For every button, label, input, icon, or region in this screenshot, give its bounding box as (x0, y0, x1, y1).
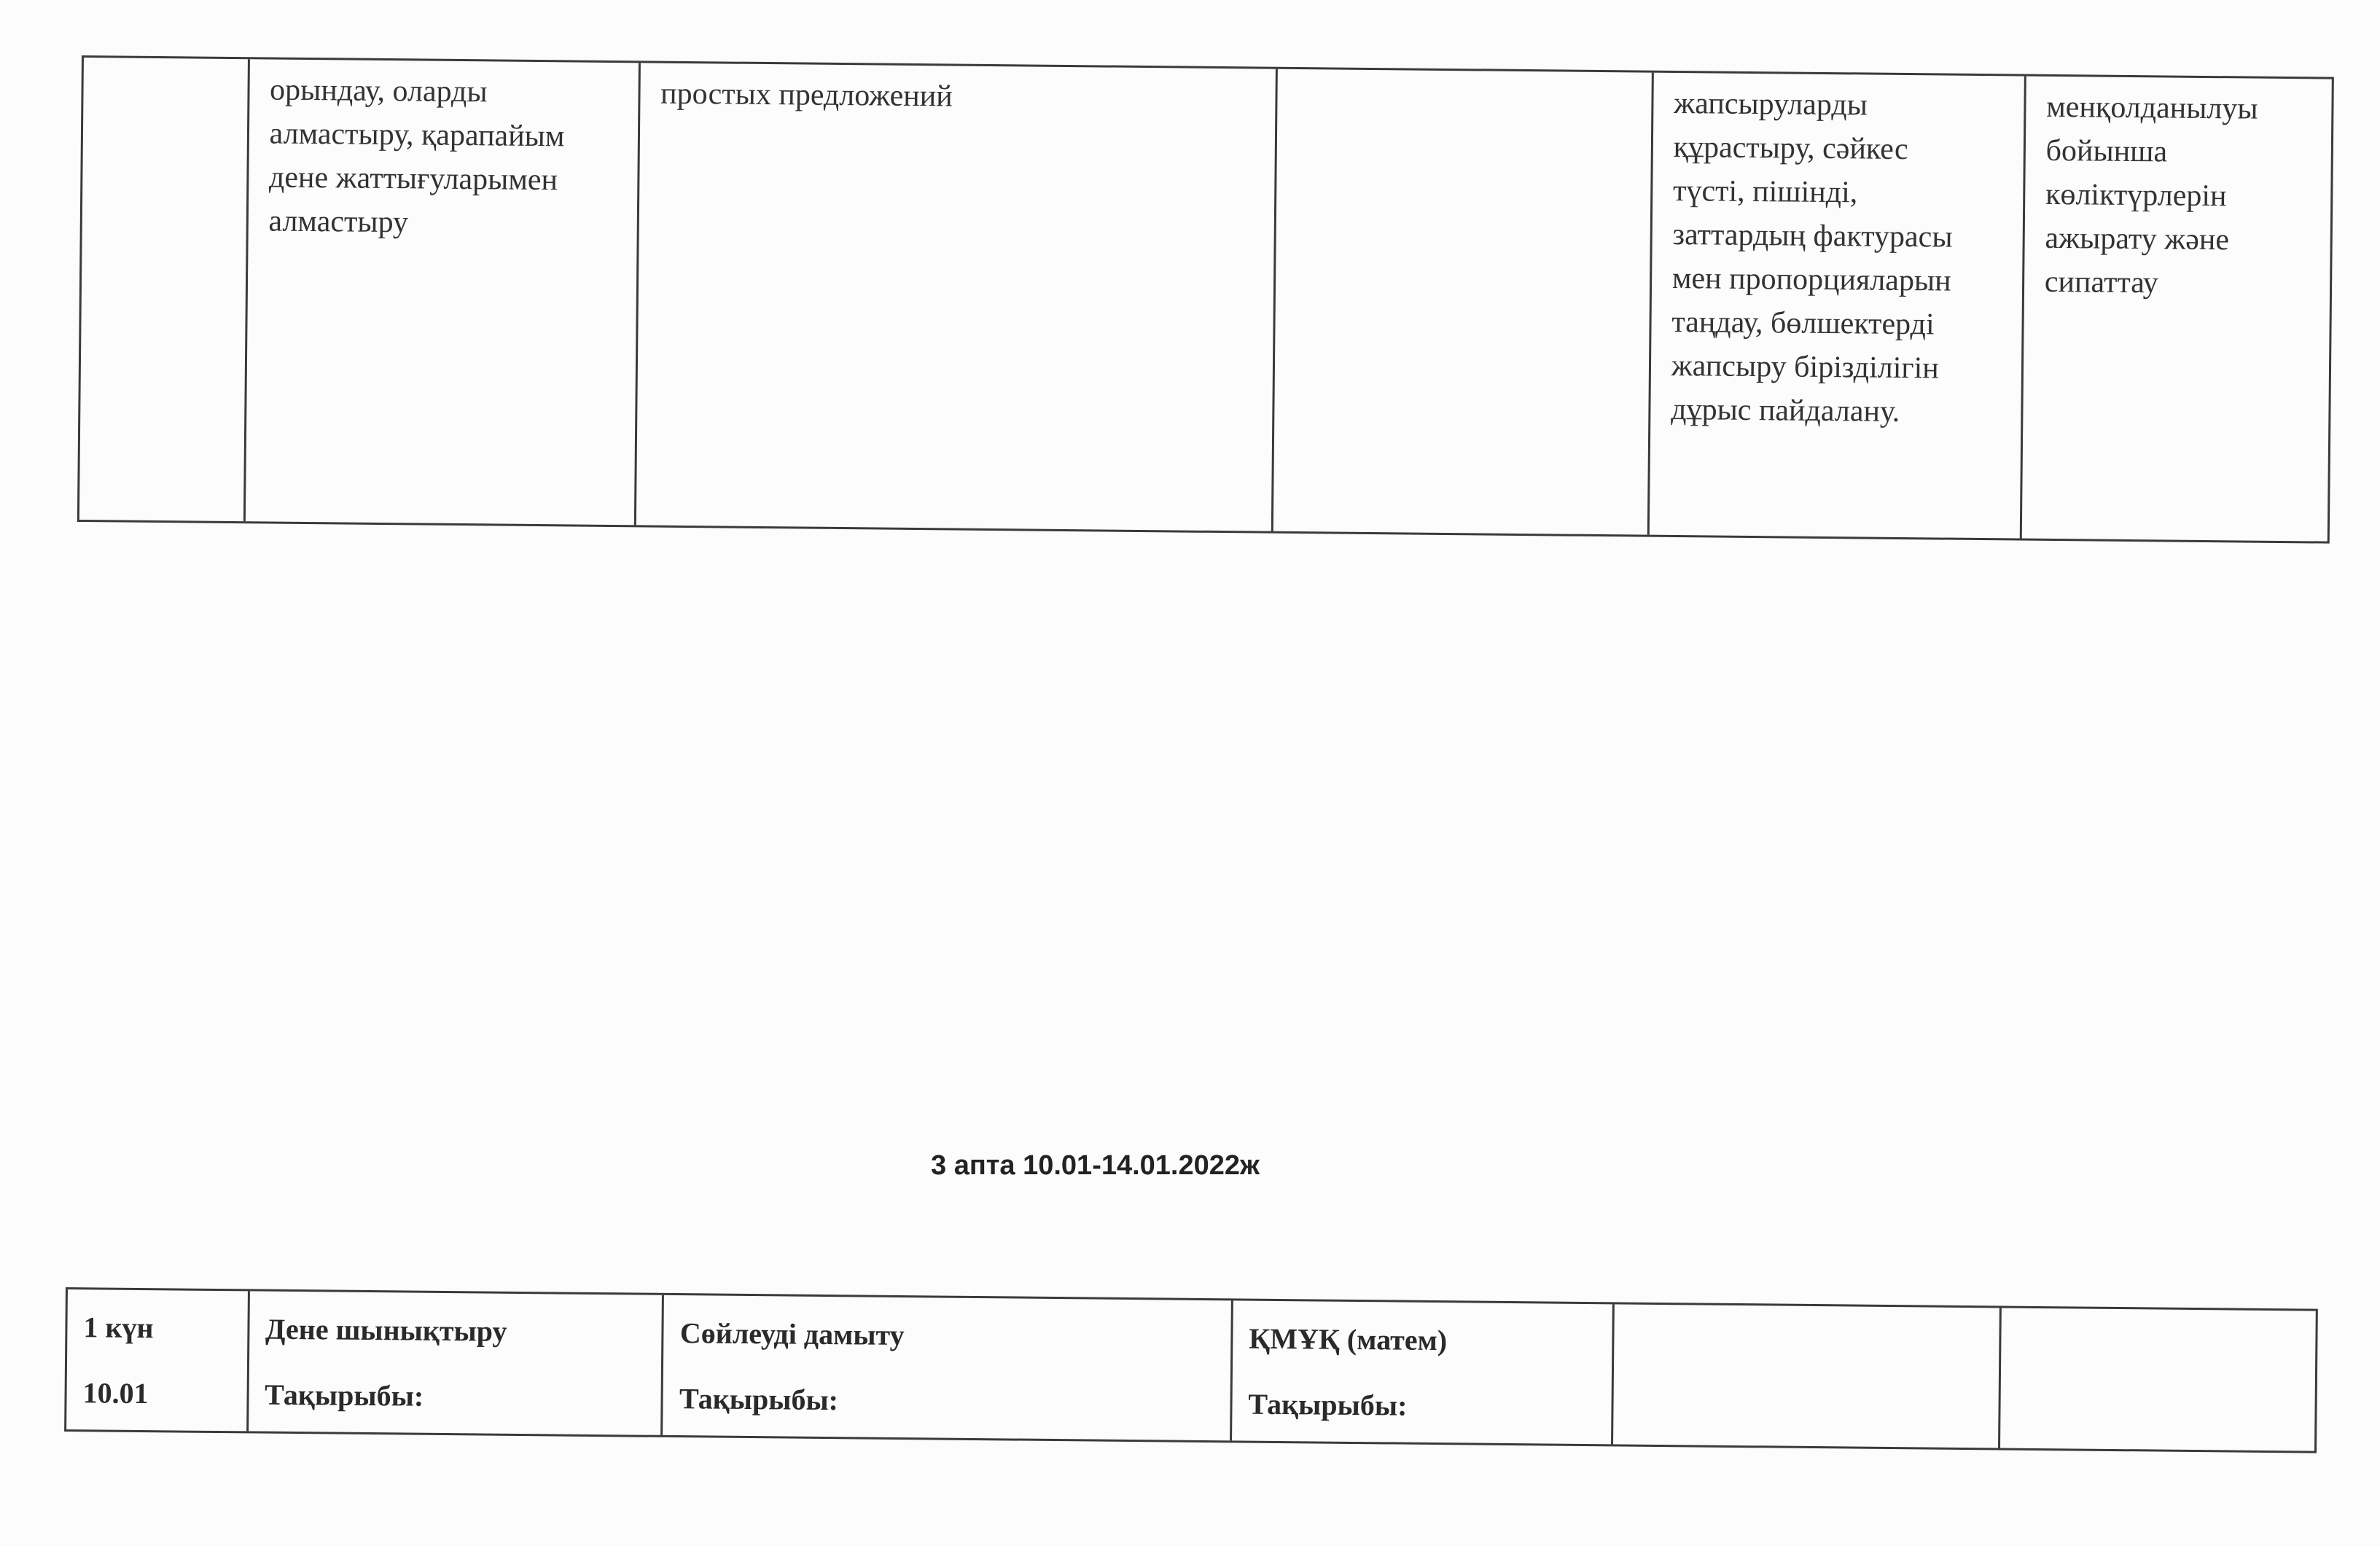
table-cell-subject (2000, 1308, 2316, 1451)
subject-name: Дене шынықтыру (265, 1312, 507, 1348)
table-cell-subject (663, 1295, 1233, 1440)
table-cell-day (66, 1289, 249, 1431)
table-cell-day (79, 58, 250, 521)
subject-name: Сөйлеуді дамыту (679, 1316, 905, 1352)
topic-label: Тақырыбы: (679, 1382, 839, 1417)
week-heading: 3 апта 10.01-14.01.2022ж (931, 1150, 1260, 1181)
previous-week-table (77, 55, 2334, 544)
subject-name: ҚМҰҚ (матем) (1249, 1321, 1448, 1357)
day-date: 10.01 (82, 1376, 149, 1410)
table-cell-physical-education: орындау, оларды алмастыру, қарапайым дене жаттығуларымен алмастыру (245, 59, 640, 525)
topic-label (1630, 1386, 1983, 1390)
table-cell-subject (249, 1291, 665, 1434)
topic-label (2017, 1390, 2299, 1393)
day-label: 1 күн (83, 1311, 154, 1345)
table-cell-subject (1232, 1300, 1615, 1444)
table-cell-speech-development: простых предложений (636, 63, 1277, 531)
table-cell-environment: менқолданылуы бойынша көліктүрлерін ажырату және сипаттау (2044, 90, 2258, 300)
topic-label: Тақырыбы: (1248, 1387, 1408, 1422)
table-cell-subject (1613, 1304, 2002, 1448)
table-cell-math (1273, 69, 1654, 535)
subject-name (1630, 1321, 1983, 1368)
week-schedule-table (64, 1287, 2318, 1453)
subject-name (2017, 1324, 2300, 1371)
topic-label: Тақырыбы: (264, 1378, 424, 1413)
table-cell-applique: жапсыруларды құрастыру, сәйкес түсті, пішінді, заттардың фактурасы мен пропорцияларын таңдау, бөлшектерді жапсыру бірізділігін дұрыс пайдалану. (1650, 73, 2026, 539)
